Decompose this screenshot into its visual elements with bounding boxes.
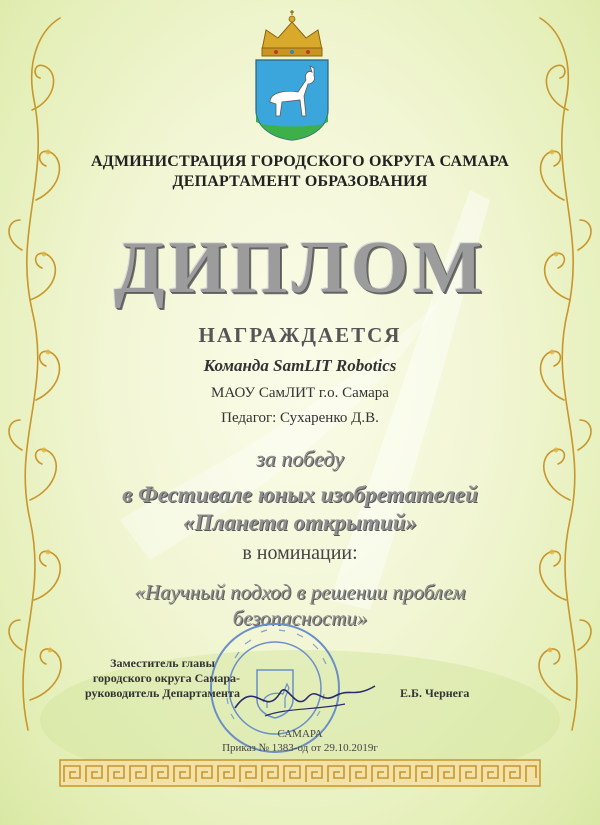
school-name: МАОУ СамЛИТ г.о. Самара <box>211 385 389 401</box>
signatory-position-1: Заместитель главы <box>110 656 215 670</box>
signatory-position-2: городского округа Самара- <box>92 671 240 685</box>
festival-line-1: в Фестивале юных изобретателей <box>122 482 478 507</box>
order-reference: Приказ № 1383-од от 29.10.2019г <box>222 742 378 754</box>
nomination-line-1: «Научный подход в решении проблем <box>134 580 466 604</box>
awarded-label: НАГРАЖДАЕТСЯ <box>198 323 402 347</box>
festival-line-2: «Планета открытий» <box>183 510 417 535</box>
nomination-label: в номинации: <box>242 542 358 564</box>
teacher-name: Педагог: Сухаренко Д.В. <box>221 410 379 426</box>
coat-of-arms-icon <box>248 10 336 142</box>
header-line-1: АДМИНИСТРАЦИЯ ГОРОДСКОГО ОКРУГА САМАРА <box>91 153 509 170</box>
signatory-name: Е.Б. Чернега <box>400 686 470 700</box>
nomination-line-2: безопасности» <box>232 606 368 630</box>
signatory-position-3: руководитель Департамента <box>85 686 240 700</box>
stamp-city: САМАРА <box>277 728 323 740</box>
signature-icon <box>225 668 385 728</box>
reason-text: за победу <box>256 446 344 471</box>
diploma-title: ДИПЛОМ <box>113 227 487 309</box>
header-line-2: ДЕПАРТАМЕНТ ОБРАЗОВАНИЯ <box>172 173 428 190</box>
team-name: Команда SamLIT Robotics <box>203 356 397 375</box>
